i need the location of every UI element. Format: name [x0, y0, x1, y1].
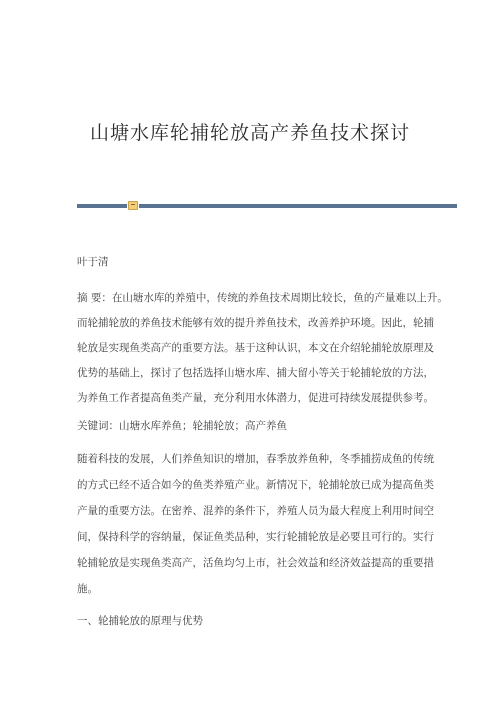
document-icon [128, 201, 138, 210]
body-line: 间，保持科学的容纳量，保证鱼类品种，实行轮捕轮放是必要且可行的。实行 [77, 531, 434, 543]
section-heading: 一、轮捕轮放的原理与优势 [77, 615, 203, 627]
divider-bar-left [77, 204, 127, 208]
divider-bar-right [139, 204, 457, 208]
body-line: 轮捕轮放是实现鱼类高产，活鱼均匀上市，社会效益和经济效益提高的重要措 [77, 557, 434, 569]
abstract-line: 轮放是实现鱼类高产的重要方法。基于这种认识，本文在介绍轮捕轮放原理及 [77, 342, 434, 354]
body-line: 的方式已经不适合如今的鱼类养殖产业。新情况下，轮捕轮放已成为提高鱼类 [77, 479, 434, 491]
body-line: 产量的重要方法。在密养、混养的条件下，养殖人员为最大程度上利用时间空 [77, 505, 434, 517]
abstract-line: 摘 要：在山塘水库的养殖中，传统的养鱼技术周期比较长，鱼的产量难以上升。 [77, 292, 448, 304]
keywords-line: 关键词：山塘水库养鱼；轮捕轮放；高产养鱼 [77, 420, 287, 432]
body-line: 随着科技的发展，人们养鱼知识的增加，春季放养鱼种，冬季捕捞成鱼的传统 [77, 453, 434, 465]
document-title: 山塘水库轮捕轮放高产养鱼技术探讨 [89, 122, 410, 144]
abstract-line: 为养鱼工作者提高鱼类产量，充分利用水体潜力，促进可持续发展提供参考。 [77, 392, 434, 404]
title-divider [77, 204, 457, 208]
body-line: 施。 [77, 583, 98, 595]
abstract-line: 优势的基础上，探讨了包括选择山塘水库、捕大留小等关于轮捕轮放的方法， [77, 367, 434, 379]
author-name: 叶于清 [77, 256, 109, 268]
abstract-line: 而轮捕轮放的养鱼技术能够有效的提升养鱼技术，改善养护环境。因此，轮捕 [77, 317, 434, 329]
